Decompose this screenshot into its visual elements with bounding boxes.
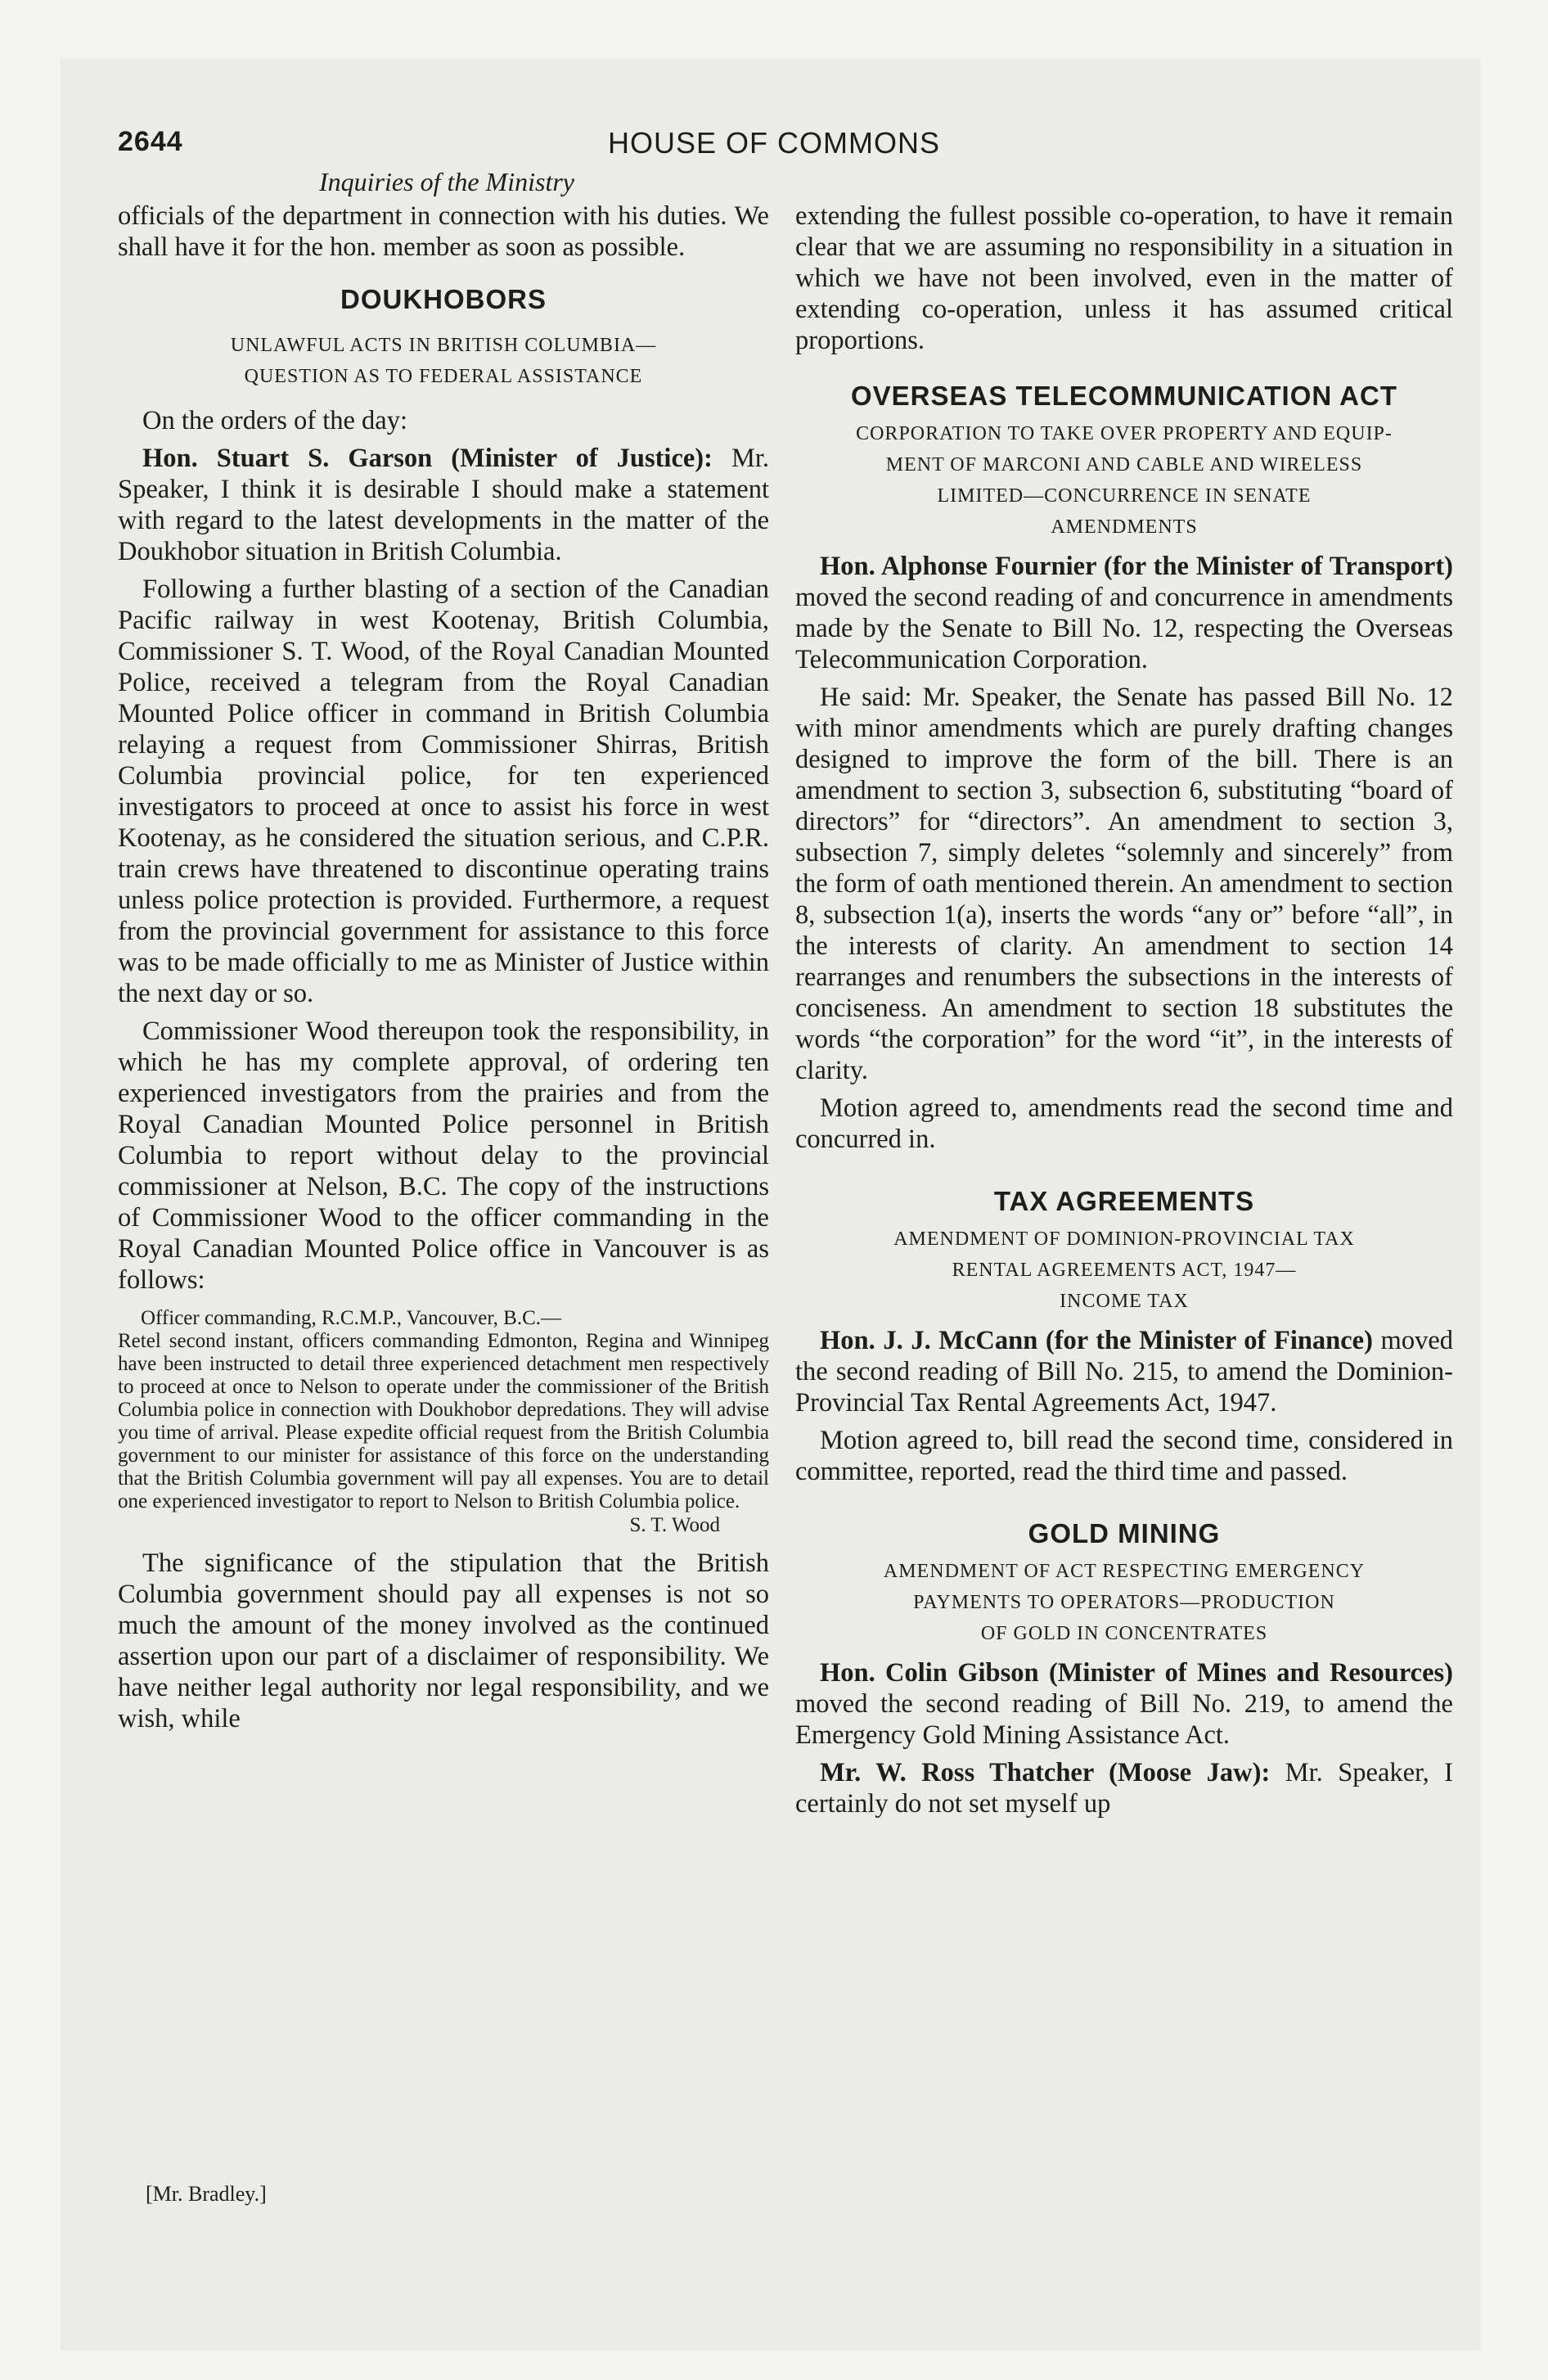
section-heading: OVERSEAS TELECOMMUNICATION ACT (850, 381, 1397, 411)
footer-speaker-note: [Mr. Bradley.] (146, 2182, 267, 2206)
section-subheading: UNLAWFUL ACTS IN BRITISH COLUMBIA— (230, 335, 657, 356)
section-subheading: AMENDMENT OF DOMINION-PROVINCIAL TAX (893, 1228, 1355, 1250)
section-heading: GOLD MINING (1028, 1518, 1221, 1548)
letter-signature: S. T. Wood (629, 1514, 720, 1536)
section-subheading: CORPORATION TO TAKE OVER PROPERTY AND EQUIP- (856, 423, 1393, 444)
paragraph: Following a further blasting of a section of the Canadian Pacific railway in west Kootenay, British Columbia, Commissioner S. T. Wood, of the Royal Canadian Mounted Police, received a telegram from the Royal Canadian Mounted Police officer in command in British Columbia relaying a request from Commissioner Shirras, British Columbia provincial police, for ten experienced investigators to proceed at once to assist his force in west Kootenay, as he considered the situation serious, and C.P.R. train crews have threatened to discontinue operating trains unless police protection is provided. Furthermore, a request from the provincial government for assistance to this force was to be made officially to me as Minister of Justice within the next day or so. (118, 575, 769, 1008)
paragraph: extending the fullest possible co-operation, to have it remain clear that we are assuming no responsibility in a situation in which we have not been involved, even in the matter of extending co-operation, unless it has assumed critical proportions. (795, 201, 1453, 355)
section-subheading: PAYMENTS TO OPERATORS—PRODUCTION (913, 1592, 1335, 1613)
paragraph: He said: Mr. Speaker, the Senate has passed Bill No. 12 with minor amendments which are purely drafting changes designed to improve the form of the bill. There is an amendment to section 3, subsection 6, substituting “board of directors” for “directors”. An amendment to section 3, subsection 7, simply deletes “solemnly and sincerely” from the form of oath mentioned therein. An amendment to section 8, subsection 1(a), inserts the words “any or” before “all”, in the interests of clarity. An amendment to section 14 rearranges and renumbers the subsections in the interests of conciseness. An amendment to section 18 substitutes the words “the corporation” for the word “it”, in the interests of clarity. (795, 683, 1453, 1085)
running-header: HOUSE OF COMMONS (607, 126, 940, 160)
section-running-title: Inquiries of the Ministry (319, 167, 574, 196)
section-subheading: AMENDMENT OF ACT RESPECTING EMERGENCY (883, 1561, 1366, 1582)
section-subheading: LIMITED—CONCURRENCE IN SENATE (937, 485, 1312, 507)
right-column (795, 201, 1453, 1819)
speaker-name: Hon. Colin Gibson (Minister of Mines and Resources) (820, 1658, 1453, 1688)
speech-text: moved the second reading of Bill No. 215, to amend the Dominion-Provincial Tax Rental Agreements Act, 1947. (795, 1326, 1454, 1418)
speaker-name: Hon. Alphonse Fournier (for the Minister of Transport) (820, 552, 1453, 581)
letter-address: Officer commanding, R.C.M.P., Vancouver, B.C.— (141, 1307, 562, 1329)
paragraph: Motion agreed to, bill read the second time, considered in committee, reported, read the third time and passed. (795, 1426, 1453, 1486)
section-subheading: OF GOLD IN CONCENTRATES (980, 1623, 1268, 1644)
speaker-name: Hon. Stuart S. Garson (Minister of Justice): (142, 444, 713, 473)
speech-text: Mr. Speaker, I certainly do not set myself up (795, 1758, 1453, 1819)
page-number: 2644 (118, 126, 183, 157)
section-subheading: INCOME TAX (1060, 1291, 1189, 1312)
speech-text: moved the second reading of and concurrence in amendments made by the Senate to Bill No. 12, respecting the Overseas Telecommunication Corporation. (795, 583, 1453, 674)
letter-body: Retel second instant, officers commanding Edmonton, Regina and Winnipeg have been instructed to detail three experienced detachment men respectively to proceed at once to Nelson to operate under the commissioner of the British Columbia police in connection with Doukhobor depredations. They will advise you time of arrival. Please expedite official request from the British Columbia government to our minister for assistance of this force on the understanding that the British Columbia government will pay all expenses. You are to detail one experienced investigator to report to Nelson to British Columbia police. (118, 1330, 769, 1512)
speaker-name: Mr. W. Ross Thatcher (Moose Jaw): (820, 1758, 1271, 1787)
speaker-name: Hon. J. J. McCann (for the Minister of Finance) (820, 1326, 1373, 1355)
paragraph: Commissioner Wood thereupon took the responsibility, in which he has my complete approval, of ordering ten experienced investigators from the prairies and from the Royal Canadian Mounted Police personnel in British Columbia to report without delay to the provincial commissioner at Nelson, B.C. The copy of the instructions of Commissioner Wood to the officer commanding in the Royal Canadian Mounted Police office in Vancouver is as follows: (118, 1016, 769, 1295)
paragraph: officials of the department in connection with his duties. We shall have it for the hon. member as soon as possible. (118, 201, 769, 262)
section-subheading: MENT OF MARCONI AND CABLE AND WIRELESS (885, 454, 1363, 476)
speech-text: Mr. Speaker, I think it is desirable I should make a statement with regard to the latest developments in the matter of the Doukhobor situation in British Columbia. (118, 444, 769, 566)
paragraph: Motion agreed to, amendments read the second time and concurred in. (795, 1093, 1453, 1154)
left-column (118, 201, 769, 1734)
section-heading: TAX AGREEMENTS (993, 1186, 1255, 1216)
paragraph: On the orders of the day: (142, 406, 408, 435)
speech-text: moved the second reading of Bill No. 219, to amend the Emergency Gold Mining Assistance Act. (795, 1689, 1453, 1750)
section-heading: DOUKHOBORS (340, 284, 547, 314)
section-subheading: QUESTION AS TO FEDERAL ASSISTANCE (244, 366, 643, 387)
paragraph: The significance of the stipulation that the British Columbia government should pay all expenses is not so much the amount of the money involved as the continued assertion upon our part of a disclaimer of responsibility. We have neither legal authority nor legal responsibility, and we wish, while (118, 1548, 769, 1733)
section-subheading: RENTAL AGREEMENTS ACT, 1947— (952, 1260, 1297, 1281)
section-subheading: AMENDMENTS (1051, 516, 1198, 538)
